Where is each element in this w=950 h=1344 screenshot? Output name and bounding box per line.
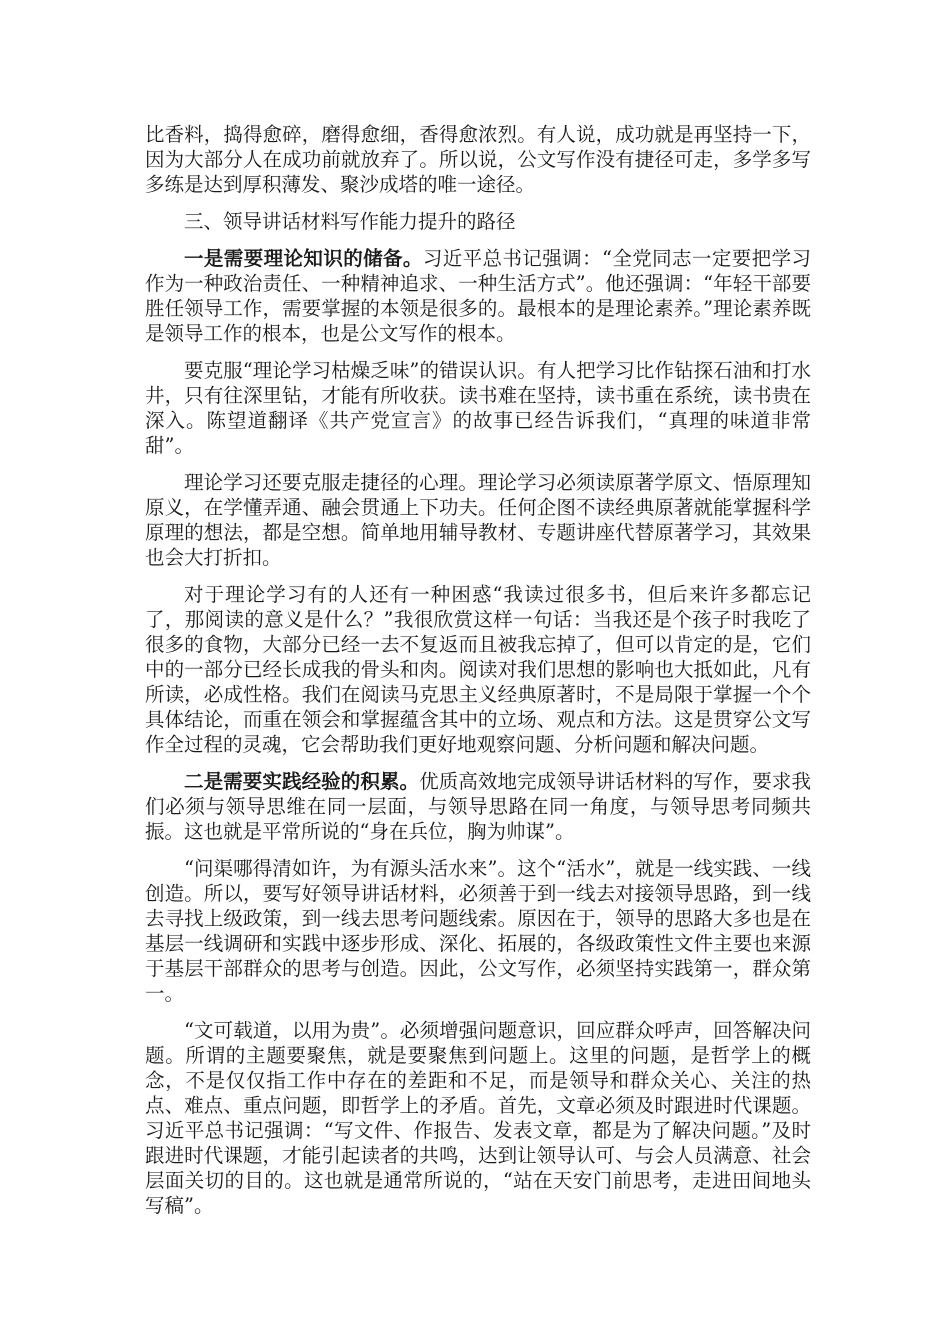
paragraph-living-water: “问渠哪得清如许，为有源头活水来”。这个“活水”，就是一线实践、一线创造。所以，要写好领导讲话材料，必须善于到一线去对接领导思路，到一线去寻找上级政策，到一线去思考问题线索。原因在于，领导的思路大多也是在基层一线调研和实践中逐步形成、深化、拓展的，各级政策性文件主要也来源于基层干部群众的思考与创造。因此，公文写作，必须坚持实践第一，群众第一。 xyxy=(145,857,811,1005)
paragraph-theory-knowledge xyxy=(145,246,811,346)
paragraph-lead-bold: 一是需要理论知识的储备。 xyxy=(184,247,423,270)
section-heading: 三、领导讲话材料写作能力提升的路径 xyxy=(184,210,516,233)
paragraph-problem-awareness: “文可载道，以用为贵”。必须增强问题意识，回应群众呼声，回答解决问题。所谓的主题要聚焦，就是要聚焦到问题上。这里的问题，是哲学上的概念，不是仅仅指工作中存在的差距和不足，而是领导和群众关心、关注的热点、难点、重点问题，即哲学上的矛盾。首先，文章必须及时跟进时代课题。习近平总书记强调：“写文件、作报告、发表文章，都是为了解决问题。”及时跟进时代课题，才能引起读者的共鸣，达到让领导认可、与会人员满意、社会层面关切的目的。这也就是通常所说的，“站在天安门前思考，走进田间地头写稿”。 xyxy=(145,1019,811,1217)
paragraph-text: 习近平总书记强调：“全党同志一定要把学习作为一种政治责任、一种精神追求、一种生活方式”。他还强调：“年轻干部要胜任领导工作，需要掌握的本领是很多的。最根本的是理论素养。”理论素养既是领导工作的根本，也是公文写作的根本。 xyxy=(145,247,811,345)
paragraph-text: 优质高效地完成领导讲话材料的写作，要求我们必须与领导思维在同一层面，与领导思路在同一角度，与领导思考同频共振。这也就是平常所说的“身在兵位，胸为帅谋”。 xyxy=(145,770,811,843)
paragraph-theory-boring: 要克服“理论学习枯燥乏味”的错误认识。有人把学习比作钻探石油和打水井，只有往深里钻，才能有所收获。读书难在坚持，读书重在系统，读书贵在深入。陈望道翻译《共产党宣言》的故事已经告诉我们，“真理的味道非常甜”。 xyxy=(145,359,811,457)
paragraph-practice-experience xyxy=(145,769,811,844)
paragraph-no-shortcut: 理论学习还要克服走捷径的心理。理论学习必须读原著学原文、悟原理知原义，在学懂弄通、融会贯通上下功夫。任何企图不读经典原著就能掌握科学原理的想法，都是空想。简单地用辅导教材、专题讲座代替原著学习，其效果也会大打折扣。 xyxy=(145,471,811,569)
paragraph-lead-bold: 二是需要实践经验的积累。 xyxy=(184,770,420,793)
paragraph-reading-meaning: 对于理论学习有的人还有一种困惑“我读过很多书，但后来许多都忘记了，那阅读的意义是什么？”我很欣赏这样一句话：当我还是个孩子时我吃了很多的食物，大部分已经一去不复返而且被我忘掉了，但可以肯定的是，它们中的一部分已经长成我的骨头和肉。阅读对我们思想的影响也大抵如此，凡有所读，必成性格。我们在阅读马克思主义经典原著时，不是局限于掌握一个个具体结论，而重在领会和掌握蕴含其中的立场、观点和方法。这是贯穿公文写作全过程的灵魂，它会帮助我们更好地观察问题、分析问题和解决问题。 xyxy=(145,583,811,756)
paragraph-continuation: 比香料，捣得愈碎，磨得愈细，香得愈浓烈。有人说，成功就是再坚持一下，因为大部分人在成功前就放弃了。所以说，公文写作没有捷径可走，多学多写多练是达到厚积薄发、聚沙成塔的唯一途径。 xyxy=(145,123,811,196)
document-body xyxy=(145,122,811,1230)
